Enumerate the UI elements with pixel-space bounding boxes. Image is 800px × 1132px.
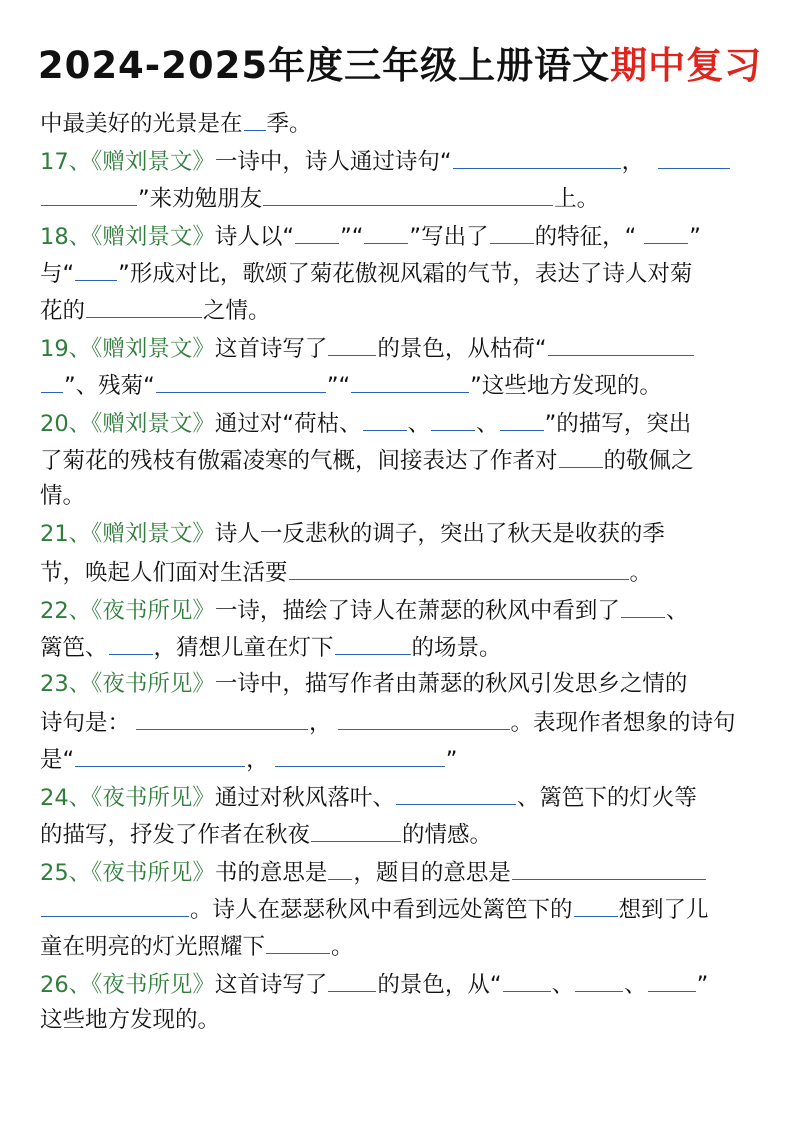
- question-text: ，: [621, 149, 645, 175]
- answer-blank[interactable]: [621, 591, 665, 618]
- question-text: 是“: [40, 747, 75, 773]
- question-text: 与“: [40, 261, 75, 287]
- answer-blank[interactable]: [328, 853, 352, 880]
- question-number: 18、: [40, 224, 92, 250]
- question-text: 的敬佩之: [603, 448, 694, 474]
- question-text: 节，唤起人们面对生活要: [40, 560, 288, 586]
- question-text: 、: [624, 972, 647, 998]
- poem-title: 《夜书所见》: [91, 598, 215, 624]
- answer-blank[interactable]: [500, 404, 544, 431]
- question-number: 22、: [40, 598, 92, 624]
- question-text: 、: [551, 972, 575, 998]
- question-text: 之情。: [203, 298, 271, 324]
- answer-blank[interactable]: [156, 366, 326, 393]
- question-26: [40, 965, 762, 1001]
- answer-blank[interactable]: [86, 291, 202, 318]
- question-text: 花的: [40, 298, 86, 324]
- answer-blank[interactable]: [431, 404, 475, 431]
- question-text: ”、残菊“: [64, 373, 155, 399]
- question-22-line-2: [40, 628, 762, 664]
- answer-blank[interactable]: [335, 628, 411, 655]
- question-text: ”: [696, 972, 709, 998]
- answer-blank[interactable]: [289, 553, 629, 580]
- question-24-line-2: [40, 815, 762, 851]
- answer-blank[interactable]: [41, 366, 63, 393]
- answer-blank[interactable]: [328, 329, 376, 356]
- question-text: 诗句是：: [40, 710, 131, 736]
- poem-title: 《夜书所见》: [91, 972, 215, 998]
- question-text: 。诗人在瑟瑟秋风中看到远处篱笆下的: [190, 897, 573, 923]
- poem-title: 《夜书所见》: [91, 671, 215, 697]
- question-20-line-3: [40, 478, 762, 514]
- question-text: ，: [246, 747, 269, 773]
- question-number: 26、: [40, 972, 92, 998]
- answer-blank[interactable]: [41, 890, 189, 917]
- question-number: 20、: [40, 411, 92, 437]
- question-text: 童在明亮的灯光照耀下: [40, 934, 266, 960]
- question-18-line-2: [40, 254, 762, 290]
- question-text: 一诗，描绘了诗人在萧瑟的秋风中看到了: [214, 598, 620, 624]
- question-20-line-2: [40, 441, 762, 477]
- question-18: [40, 217, 762, 253]
- question-text: 的情感。: [402, 822, 493, 848]
- answer-blank[interactable]: [658, 142, 730, 169]
- answer-blank[interactable]: [351, 366, 469, 393]
- question-text: 一诗中，诗人通过诗句“: [214, 149, 452, 175]
- question-16: [40, 104, 762, 140]
- question-21: [40, 516, 762, 552]
- question-text: 通过对秋风落叶、: [214, 785, 395, 811]
- question-number: 23、: [40, 671, 92, 697]
- answer-blank[interactable]: [311, 815, 401, 842]
- poem-title: 《赠刘景文》: [91, 336, 215, 362]
- question-text: ，题目的意思是: [353, 860, 511, 886]
- question-number: 17、: [40, 149, 92, 175]
- question-text: 这首诗写了: [214, 972, 328, 998]
- answer-blank[interactable]: [363, 404, 407, 431]
- question-text: ”来劝勉朋友: [138, 186, 263, 212]
- question-23: [40, 666, 762, 702]
- question-text: 。: [331, 934, 354, 960]
- question-text: ”“: [326, 373, 351, 399]
- question-text: ，: [309, 710, 332, 736]
- answer-blank[interactable]: [396, 778, 516, 805]
- title-highlight: 期中复习: [610, 44, 763, 87]
- answer-blank[interactable]: [575, 965, 623, 992]
- poem-title: 《赠刘景文》: [91, 224, 215, 250]
- question-text: ”写出了: [409, 224, 489, 250]
- question-20: [40, 404, 762, 440]
- question-text: ”的描写，突出: [544, 411, 692, 437]
- question-number: 19、: [40, 336, 92, 362]
- question-text: ”这些地方发现的。: [470, 373, 662, 399]
- question-26-line-2: [40, 1002, 762, 1038]
- question-text: 通过对“荷枯、: [214, 411, 362, 437]
- answer-blank[interactable]: [295, 217, 339, 244]
- question-text: ”“: [340, 224, 364, 250]
- answer-blank[interactable]: [644, 217, 688, 244]
- question-text: ，猜想儿童在灯下: [153, 635, 334, 661]
- question-number: 24、: [40, 785, 92, 811]
- answer-blank[interactable]: [338, 703, 510, 730]
- page-title: [0, 0, 800, 102]
- answer-blank[interactable]: [503, 965, 551, 992]
- question-text: 的景色，从枯荷“: [377, 336, 547, 362]
- poem-title: 《赠刘景文》: [91, 149, 215, 175]
- question-19-line-2: [40, 366, 762, 402]
- question-text: ”: [689, 224, 701, 250]
- poem-title: 《夜书所见》: [91, 860, 215, 886]
- answer-blank[interactable]: [328, 965, 376, 992]
- question-text: 上。: [554, 186, 600, 212]
- question-19: [40, 329, 762, 365]
- answer-blank[interactable]: [275, 740, 445, 767]
- question-text: ”形成对比，歌颂了菊花傲视风霜的气节，表达了诗人对菊: [118, 261, 693, 287]
- question-24: [40, 778, 762, 814]
- question-23-line-2: [40, 703, 762, 739]
- question-text: 了菊花的残枝有傲霜凌寒的气概，间接表达了作者对: [40, 448, 558, 474]
- question-text: 情。: [40, 483, 86, 509]
- question-text: 书的意思是: [214, 860, 328, 886]
- question-text: 、篱笆下的灯火等: [516, 785, 697, 811]
- question-text: 中最美好的光景是在: [40, 111, 243, 137]
- question-text: 的描写，抒发了作者在秋夜: [40, 822, 311, 848]
- question-18-line-3: [40, 291, 762, 327]
- answer-blank[interactable]: [490, 217, 534, 244]
- answer-blank[interactable]: [244, 104, 266, 131]
- question-list: [0, 104, 800, 1038]
- answer-blank[interactable]: [559, 441, 603, 468]
- question-text: ”: [445, 747, 458, 773]
- answer-blank[interactable]: [648, 965, 696, 992]
- answer-blank[interactable]: [574, 890, 618, 917]
- question-text: 、: [665, 598, 689, 624]
- question-text: 、: [407, 411, 431, 437]
- poem-title: 《夜书所见》: [91, 785, 215, 811]
- question-text: 篱笆、: [40, 635, 108, 661]
- answer-blank[interactable]: [266, 927, 330, 954]
- question-number: 21、: [40, 521, 92, 547]
- question-number: 25、: [40, 860, 92, 886]
- question-text: 这首诗写了: [214, 336, 328, 362]
- answer-blank[interactable]: [548, 329, 694, 356]
- question-25: [40, 853, 762, 889]
- question-text: 。: [629, 560, 653, 586]
- question-text: 一诗中，描写作者由萧瑟的秋风引发思乡之情的: [214, 671, 688, 697]
- question-text: 的特征，“: [534, 224, 637, 250]
- question-text: 这些地方发现的。: [40, 1007, 221, 1033]
- question-25-line-2: [40, 890, 762, 926]
- question-text: 、: [476, 411, 499, 437]
- question-22: [40, 591, 762, 627]
- title-main: 2024-2025年度三年级上册语文: [37, 44, 611, 87]
- question-17-line-2: [40, 179, 762, 215]
- answer-blank[interactable]: [263, 179, 553, 206]
- question-text: 想到了儿: [618, 897, 709, 923]
- answer-blank[interactable]: [41, 179, 137, 206]
- answer-blank[interactable]: [512, 853, 706, 880]
- question-text: 诗人一反悲秋的调子，突出了秋天是收获的季: [214, 521, 665, 547]
- question-25-line-3: [40, 927, 762, 963]
- question-21-line-2: [40, 553, 762, 589]
- answer-blank[interactable]: [136, 703, 308, 730]
- question-23-line-3: [40, 740, 762, 776]
- question-text: 。表现作者想象的诗句: [510, 710, 736, 736]
- question-17: [40, 142, 762, 178]
- question-text: 诗人以“: [214, 224, 295, 250]
- poem-title: 《赠刘景文》: [91, 411, 215, 437]
- answer-blank[interactable]: [109, 628, 153, 655]
- answer-blank[interactable]: [364, 217, 408, 244]
- answer-blank[interactable]: [75, 254, 117, 281]
- question-text: 的场景。: [411, 635, 502, 661]
- answer-blank[interactable]: [75, 740, 245, 767]
- answer-blank[interactable]: [453, 142, 621, 169]
- question-text: 的景色，从“: [377, 972, 502, 998]
- poem-title: 《赠刘景文》: [91, 521, 215, 547]
- question-text: 季。: [266, 111, 312, 137]
